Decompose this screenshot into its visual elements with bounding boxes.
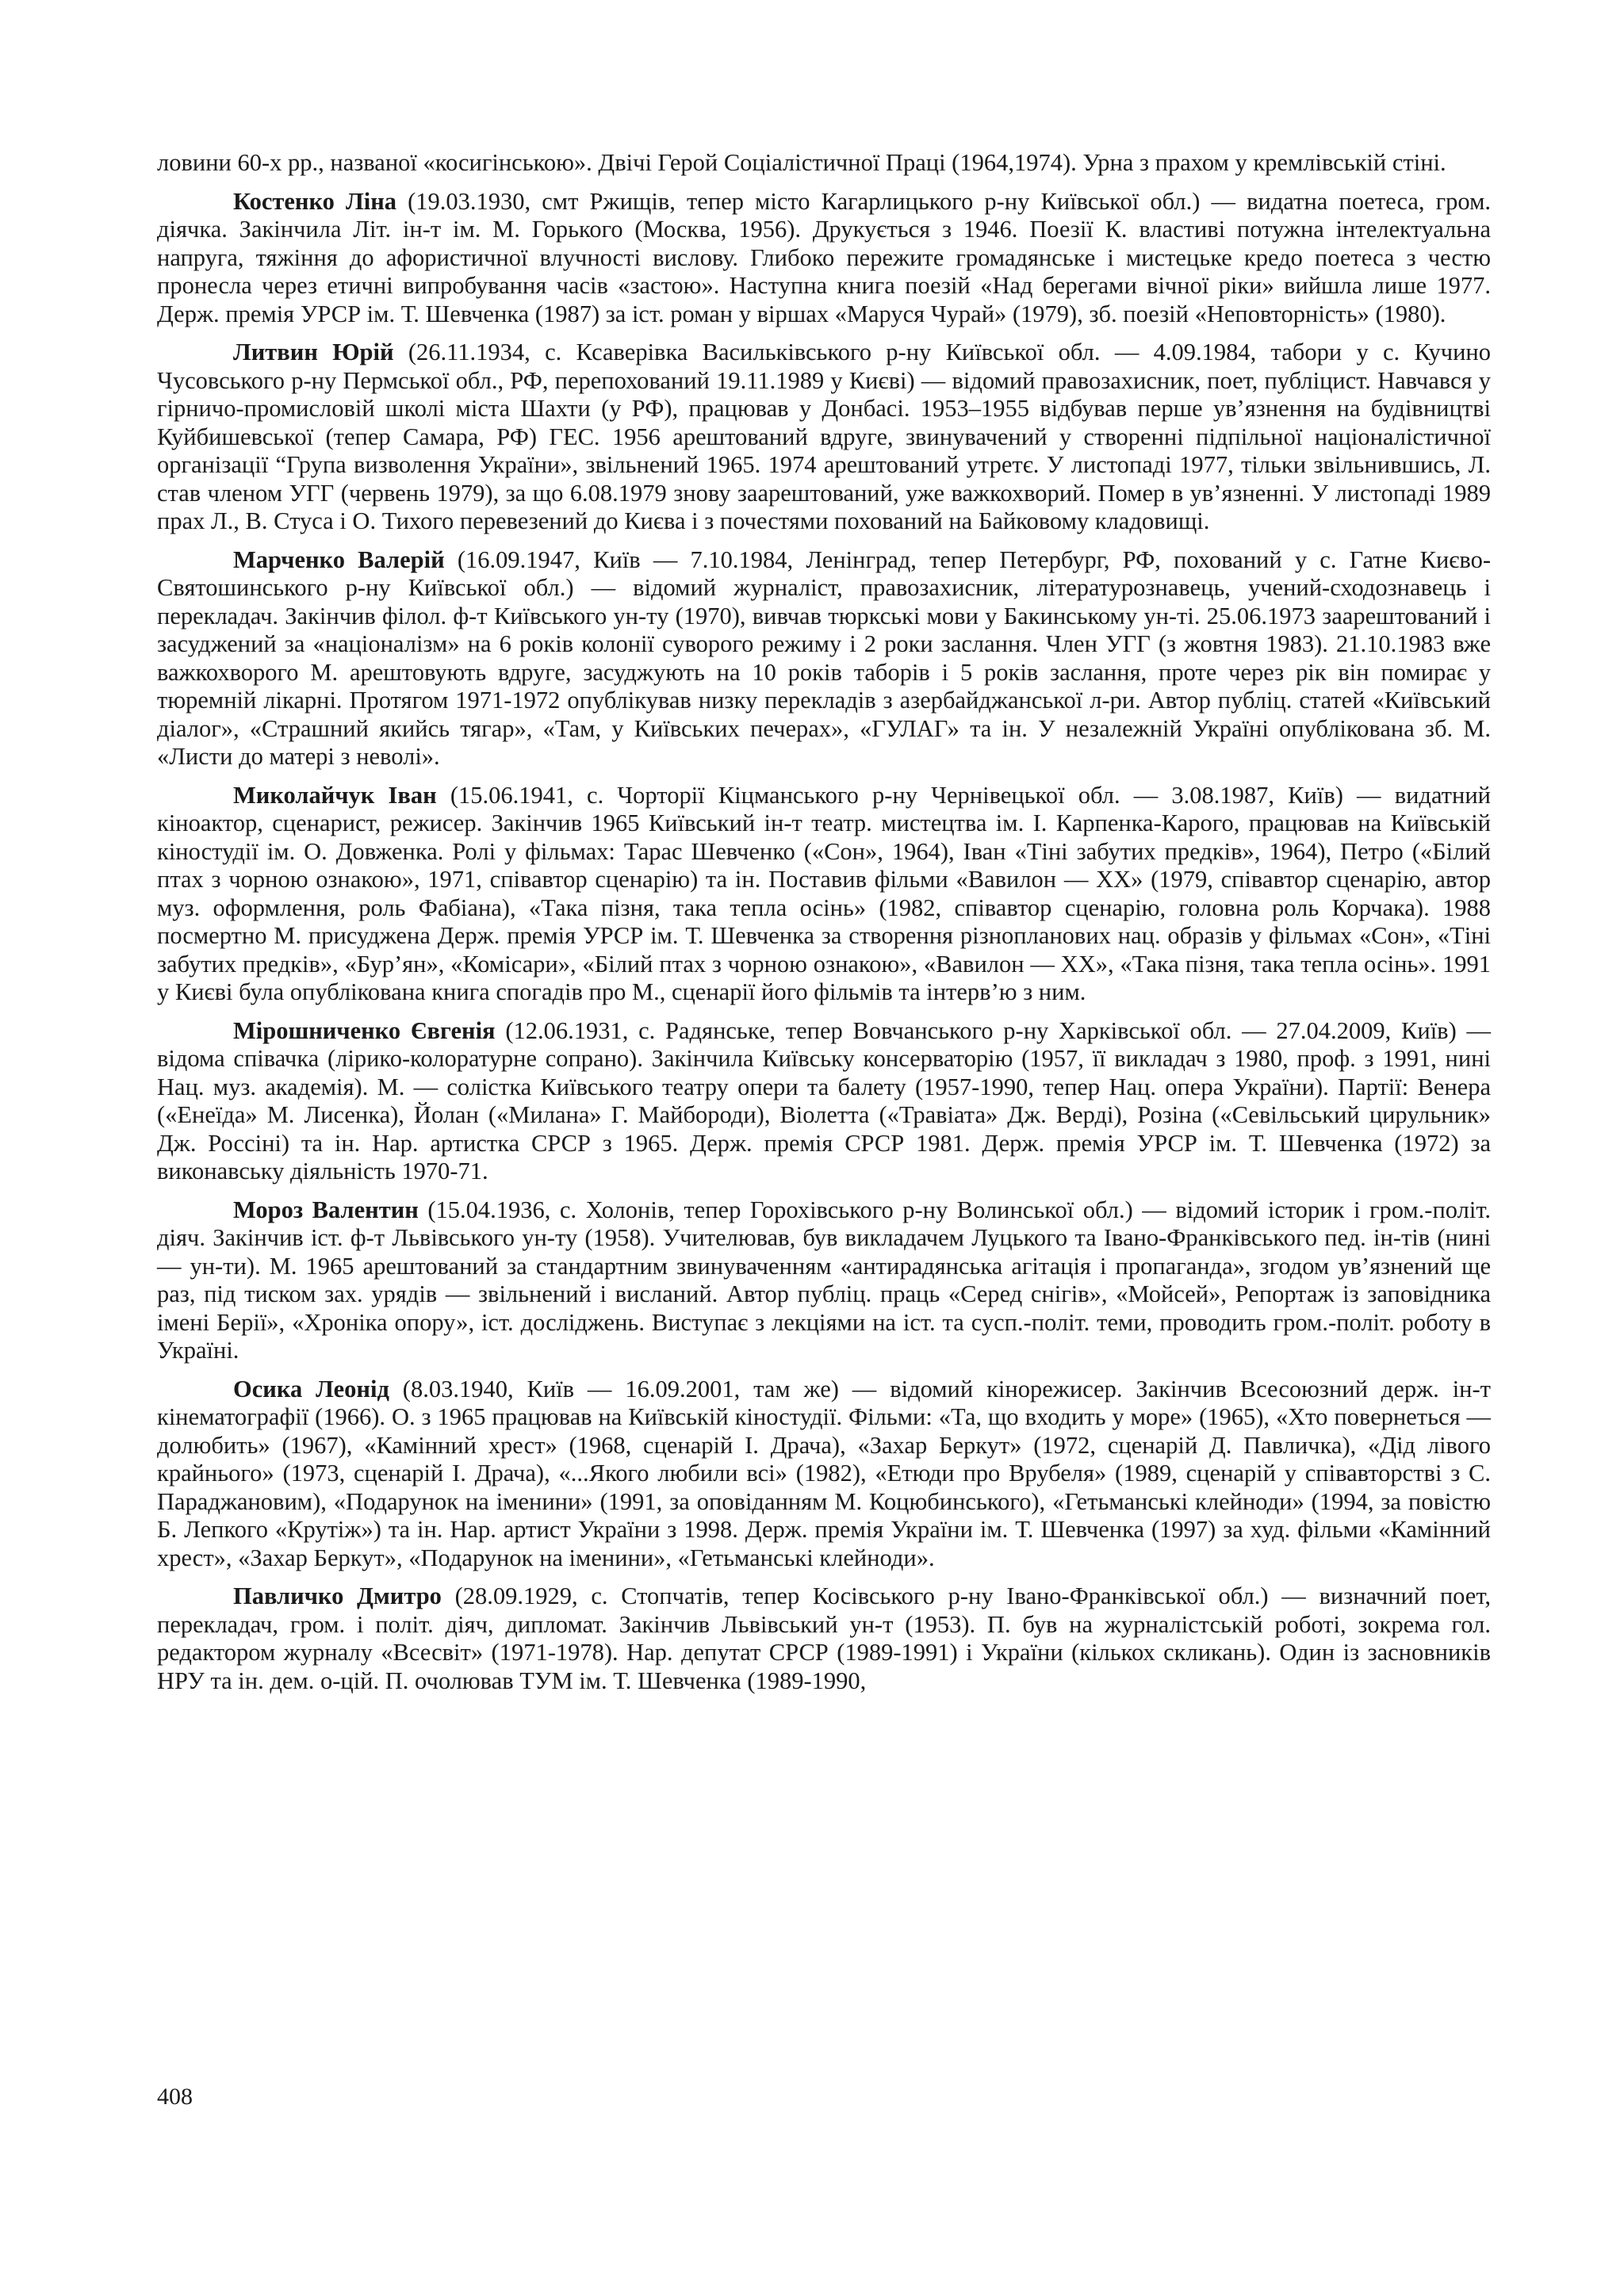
entry-text: (28.09.1929, с. Стопчатів, тепер Косівського р-ну Івано-Франківської обл.) — визначний поет, перекладач, гром. і політ. діяч, дипломат. Закінчив Львівський ун-т (1953). П. був на журналістській роботі, зокрема гол. редактором журналу «Всесвіт» (1971-1978). Нар. депутат СРСР (1989-1991) і України (кількох скликань). Один із засновників НРУ та ін. дем. о-цій. П. очолював ТУМ ім. Т. Шевченка (1989-1990, [157, 1582, 1491, 1694]
continued-paragraph: ловини 60-х рр., названої «косигінською». Двічі Герой Соціалістичної Праці (1964,1974). Урна з прахом у кремлівській стіні. [157, 149, 1446, 176]
entry-name: Павличко Дмитро [233, 1582, 442, 1609]
entry-text: (8.03.1940, Київ — 16.09.2001, там же) — відомий кінорежисер. Закінчив Всесоюзний держ. ін-т кінематографії (1966). О. з 1965 працював на Київській кіностудії. Фільми: «Та, що входить у море» (1965), «Хто повернеться — долюбить» (1967), «Камінний хрест» (1968, сценарій І. Драча), «Захар Беркут» (1972, сценарій Д. Павличка), «Дід лівого крайнього» (1973, сценарій І. Драча), «...Якого любили всі» (1982), «Етюди про Врубеля» (1989, сценарій у співавторстві з С. Параджановим), «Подарунок на іменини» (1991, за оповіданням М. Коцюбинського), «Гетьманські клейноди» (1994, за повістю Б. Лепкого «Крутіж») та ін. Нар. артист України з 1998. Держ. премія України ім. Т. Шевченка (1997) за худ. фільми «Камінний хрест», «Захар Беркут», «Подарунок на іменини», «Гетьманські клейноди». [157, 1375, 1491, 1571]
entry-text: (12.06.1931, с. Радянське, тепер Вовчанського р-ну Харківської обл. — 27.04.2009, Київ) — відома співачка (лірико-колоратурне сопрано). Закінчила Київську консерваторію (1957, її викладач з 1980, проф. з 1991, нині Нац. муз. академія). М. — солістка Київського театру опери та балету (1957-1990, тепер Нац. опера України). Партії: Венера («Енеїда» М. Лисенка), Йолан («Милана» Г. Майбороди), Віолетта («Травіата» Дж. Верді), Розіна («Севільський цирульник» Дж. Россіні) та ін. Нар. артистка СРСР з 1965. Держ. премія СРСР 1981. Держ. премія УРСР ім. Т. Шевченка (1972) за виконавську діяльність 1970-71. [157, 1016, 1491, 1184]
entry-name: Мороз Валентин [233, 1196, 419, 1223]
entry-text: (15.06.1941, с. Чорторії Кіцманського р-ну Чернівецької обл. — 3.08.1987, Київ) — видатний кіноактор, сценарист, режисер. Закінчив 1965 Київський ін-т театр. мистецтва ім. І. Карпенка-Карого, працював на Київській кіностудії ім. О. Довженка. Ролі у фільмах: Тарас Шевченко («Сон», 1964), Іван «Тіні забутих предків», 1964), Петро («Білий птах з чорною ознакою», 1971, співавтор сценарію) та ін. Поставив фільми «Вавилон — XX» (1979, співавтор сценарію, автор муз. оформлення, роль Фабіана), «Така пізня, така тепла осінь» (1982, співавтор сценарію, головна роль Корчака). 1988 посмертно М. присуджена Держ. премія УРСР ім. Т. Шевченка за створення різнопланових нац. образів у фільмах «Сон», «Тіні забутих предків», «Бур’ян», «Комісари», «Білий птах з чорною ознакою», «Вавилон — XX», «Така пізня, така тепла осінь». 1991 у Києві була опублікована книга спогадів про М., сценарії його фільмів та інтерв’ю з ним. [157, 781, 1491, 1005]
entry-name: Литвин Юрій [233, 339, 394, 365]
entry-osyka [157, 1376, 1491, 1573]
document-page [157, 149, 1491, 1705]
entry-text: (15.04.1936, с. Холонів, тепер Горохівського р-ну Волинської обл.) — відомий історик і гром.-політ. діяч. Закінчив іст. ф-т Львівського ун-ту (1958). Учителював, був викладачем Луцького та Івано-Франківського пед. ін-тів (нині — ун-ти). М. 1965 арештований за стандартним звинуваченням «антирадянська агітація і пропаганда», згодом ув’язнений ще раз, під тиском зах. урядів — звільнений і висланий. Автор публіц. праць «Серед снігів», «Мойсей», Репортаж із заповідника імені Берії», «Хроніка опору», іст. досліджень. Виступає з лекціями на іст. та сусп.-політ. теми, проводить гром.-політ. роботу в Україні. [157, 1196, 1491, 1364]
entry-moroz [157, 1196, 1491, 1365]
entry-name: Марченко Валерій [233, 545, 445, 573]
entry-mykolaichuk [157, 782, 1491, 1007]
entry-kostenko [157, 188, 1491, 329]
entry-text: (26.11.1934, с. Ксаверівка Васильківського р-ну Київської обл. — 4.09.1984, табори у с. Кучино Чусовського р-ну Пермської обл., РФ, перепохований 19.11.1989 у Києві) — відомий правозахисник, поет, публіцист. Навчався у гірничо-промисловій школі міста Шахти (у РФ), працював у Донбасі. 1953–1955 відбував перше ув’язнення на будівництві Куйбишевської (тепер Самара, РФ) ГЕС. 1956 арештований вдруге, звинувачений у створенні підпільної націоналістичної організації “Група визволення України», звільнений 1965. 1974 арештований утретє. У листопаді 1977, тільки звільнившись, Л. став членом УГГ (червень 1979), за що 6.08.1979 знову заарештований, уже важкохворий. Помер в ув’язненні. У листопаді 1989 прах Л., В. Стуса і О. Тихого перевезений до Києва і з почестями похований на Байковому кладовищі. [157, 339, 1491, 534]
entry-miroshnychenko [157, 1017, 1491, 1186]
entry-pavlychko [157, 1582, 1491, 1695]
entry-name: Костенко Ліна [233, 187, 397, 215]
entry-text: (16.09.1947, Київ — 7.10.1984, Ленінград, тепер Петербург, РФ, похований у с. Гатне Києво-Святошинського р-ну Київської обл.) — відомий журналіст, правозахисник, літературознавець, учений-сходознавець і перекладач. Закінчив філол. ф-т Київського ун-ту (1970), вивчав тюркські мови у Бакинському ун-ті. 25.06.1973 заарештований і засуджений за «націоналізм» на 6 років колонії суворого режиму і 2 роки заслання. Член УГГ (з жовтня 1983). 21.10.1983 вже важкохворого М. арештовують вдруге, засуджують на 10 років таборів і 5 років заслання, проте через рік він помирає у тюремній лікарні. Протягом 1971-1972 опублікував низку перекладів з азербайджанської л-ри. Автор публіц. статей «Київський діалог», «Страшний якийсь тягар», «Там, у Київських печерах», «ГУЛАГ» та ін. У незалежній Україні опублікована зб. М. «Листи до матері з неволі». [157, 545, 1491, 770]
page-number: 408 [157, 2084, 193, 2110]
entry-text: (19.03.1930, смт Ржищів, тепер місто Кагарлицького р-ну Київської обл.) — видатна поетеса, гром. діячка. Закінчила Літ. ін-т ім. М. Горького (Москва, 1956). Друкується з 1946. Поезії К. властиві потужна інтелектуальна напруга, тяжіння до афористичної влучності вислову. Глибоко пережите громадянське і мистецьке кредо поетеса з честю пронесла через етичні випробування часів «застою». Наступна книга поезій «Над берегами вічної ріки» вийшла лише 1977. Держ. премія УРСР ім. Т. Шевченка (1987) за іст. роман у віршах «Маруся Чурай» (1979), зб. поезій «Неповторність» (1980). [157, 187, 1492, 327]
entry-name: Мірошниченко Євгенія [233, 1016, 496, 1044]
entry-marchenko [157, 546, 1491, 771]
entry-name: Миколайчук Іван [233, 781, 437, 809]
entry-lytvyn [157, 339, 1491, 536]
entry-name: Осика Леонід [233, 1375, 389, 1402]
